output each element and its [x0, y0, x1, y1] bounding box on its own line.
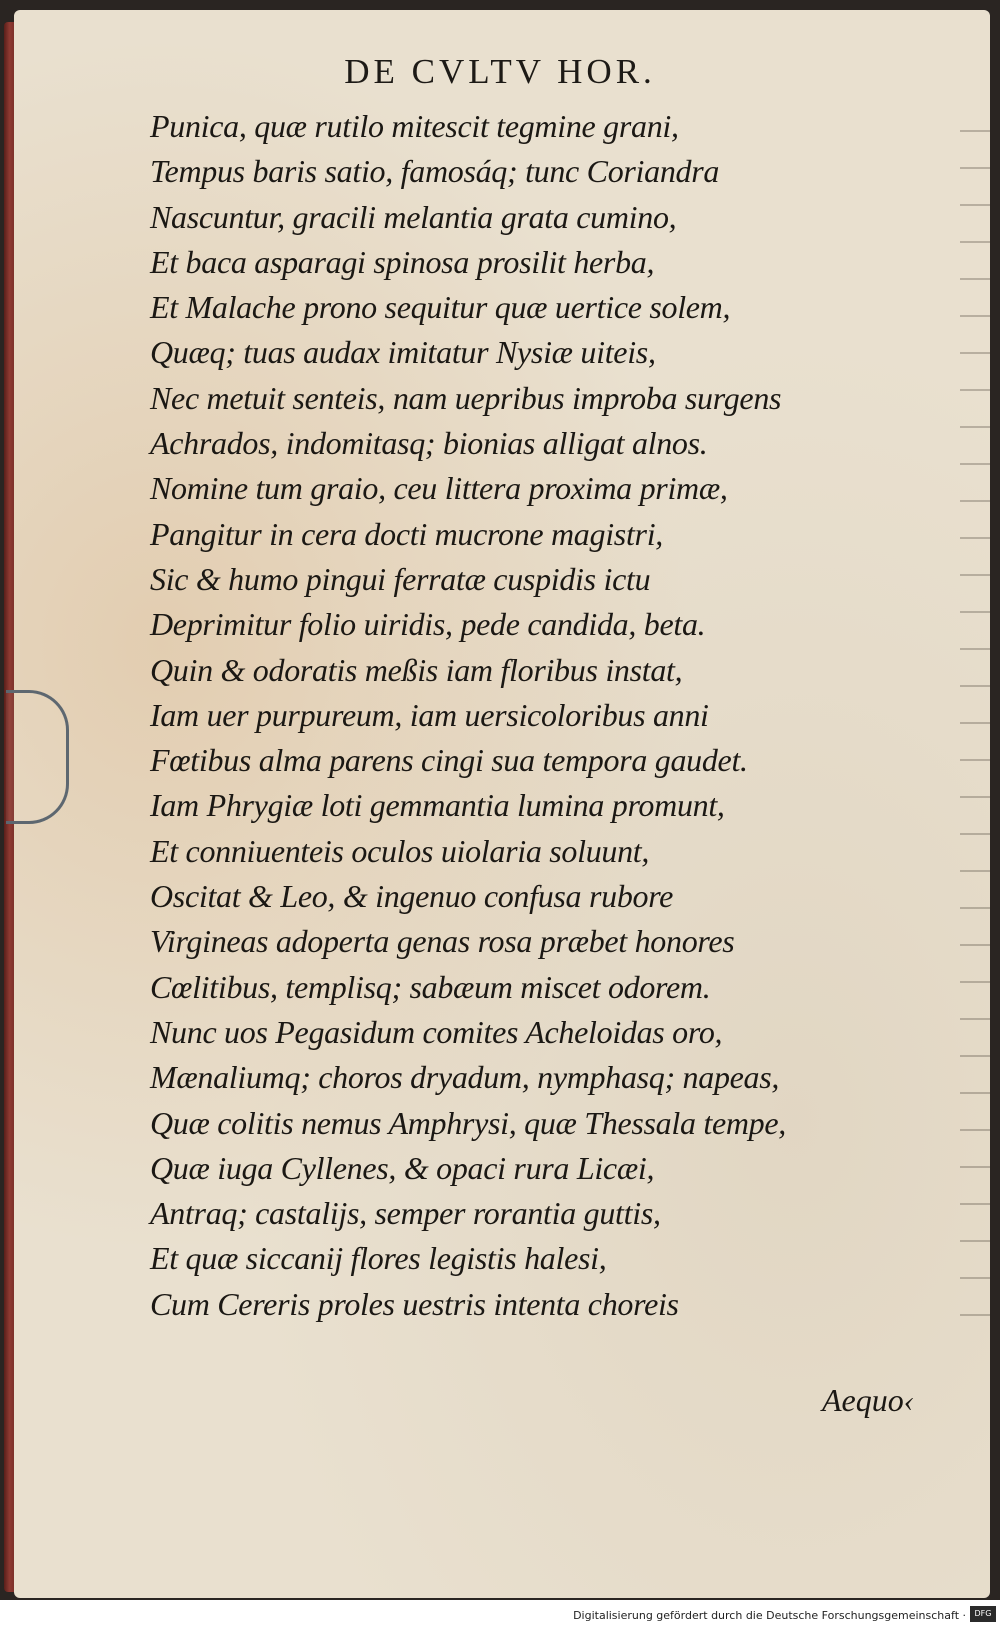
verse-line: Antraq; castalijs, semper rorantia guttis, — [150, 1195, 661, 1232]
verse-line: Quæ colitis nemus Amphrysi, quæ Thessala tempe, — [150, 1104, 786, 1141]
verse-line: Nomine tum graio, ceu littera proxima primæ, — [150, 470, 728, 507]
verse-line: Punica, quæ rutilo mitescit tegmine grani, — [150, 108, 679, 144]
verse-line: Mænaliumq; choros dryadum, nymphasq; napeas, — [150, 1059, 780, 1096]
dfg-logo-icon: DFG — [970, 1606, 996, 1622]
verse-line: Et quæ siccanij flores legistis halesi, — [150, 1240, 607, 1277]
verse-line: Fœtibus alma parens cingi sua tempora gaudet. — [150, 742, 748, 779]
verse-line: Et baca asparagi spinosa prosilit herba, — [150, 243, 655, 280]
catchword: Aequo‹ — [822, 1382, 915, 1418]
verse-block — [150, 104, 930, 1327]
verse-line: Et conniuenteis oculos uiolaria soluunt, — [150, 832, 650, 869]
verse-line: Et Malache prono sequitur quæ uertice solem, — [150, 289, 731, 326]
verse-line: Tempus baris satio, famosáq; tunc Coriandra — [150, 153, 720, 190]
verse-line: Quin & odoratis meßis iam floribus instat, — [150, 651, 683, 688]
verse-line: Cœlitibus, templisq; sabæum miscet odorem. — [150, 968, 711, 1005]
verse-line: Iam Phrygiæ loti gemmantia lumina promunt, — [150, 787, 725, 824]
verse-line: Nec metuit senteis, nam uepribus improba surgens — [150, 379, 782, 416]
verse-line: Nunc uos Pegasidum comites Acheloidas oro, — [150, 1013, 723, 1050]
clasp-clip-icon — [6, 690, 69, 824]
page-header: DE CVLTV HOR. — [344, 52, 656, 91]
verse-line: Nascuntur, gracili melantia grata cumino, — [150, 198, 677, 235]
verse-line: Pangitur in cera docti mucrone magistri, — [150, 515, 663, 552]
show-through-text — [960, 130, 990, 1330]
verse-line: Oscitat & Leo, & ingenuo confusa rubore — [150, 878, 674, 915]
verse-line: Sic & humo pingui ferratæ cuspidis ictu — [150, 560, 651, 597]
digitization-credit: Digitalisierung gefördert durch die Deutsche Forschungsgemeinschaft · — [573, 1609, 966, 1622]
verse-line: Cum Cereris proles uestris intenta choreis — [150, 1285, 679, 1322]
verse-line: Quæq; tuas audax imitatur Nysiæ uiteis, — [150, 334, 656, 371]
verse-line: Quæ iuga Cyllenes, & opaci rura Licæi, — [150, 1149, 655, 1186]
verse-line: Iam uer purpureum, iam uersicoloribus anni — [150, 696, 709, 733]
verse-line: Virgineas adoperta genas rosa præbet honores — [150, 923, 735, 960]
verse-line: Achrados, indomitasq; bionias alligat alnos. — [150, 425, 708, 462]
verse-line: Deprimitur folio uiridis, pede candida, beta. — [150, 606, 706, 643]
